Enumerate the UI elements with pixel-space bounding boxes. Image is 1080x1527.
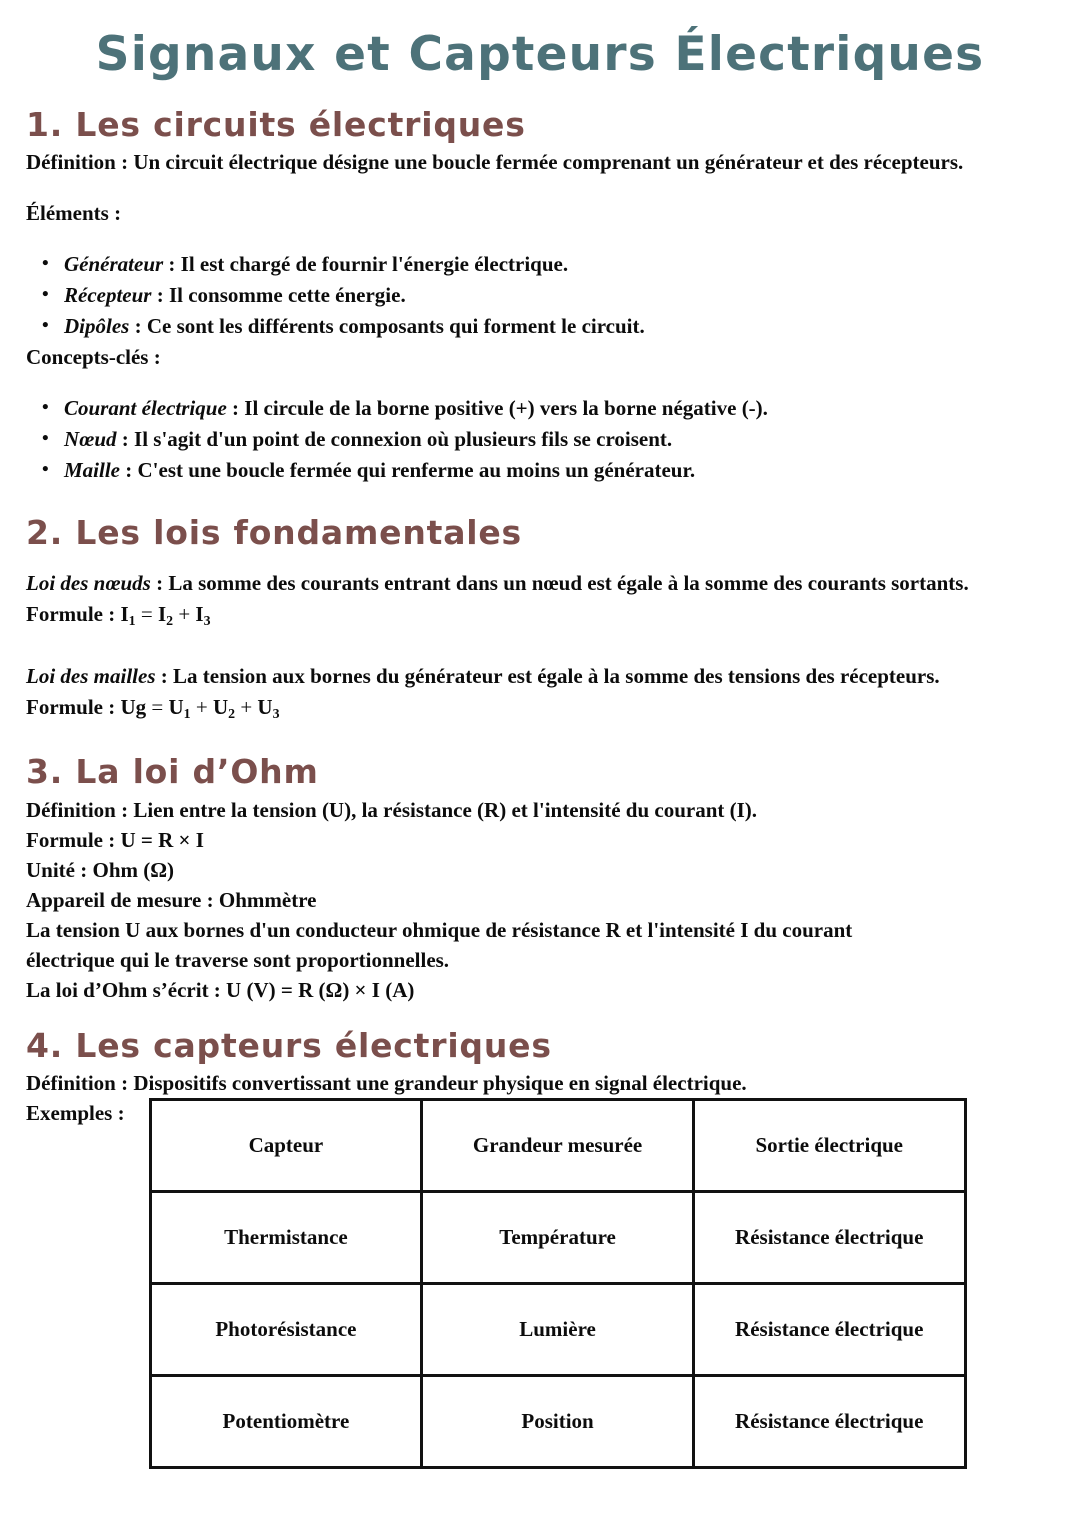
law-mailles-formula [0,692,1080,729]
examples-block [0,1098,1080,1469]
list-item-term: Nœud [64,427,117,452]
ohm-line-5: La tension U aux bornes d'un conducteur ohmique de résistance R et l'intensité I du courant [26,917,853,942]
list-item-sep: : [116,427,135,452]
ohm-line-1: Définition : Lien entre la tension (U), la résistance (R) et l'intensité du courant (I). [26,797,758,822]
section-heading-1: 1. Les circuits électriques [26,105,526,145]
list-item-text: Il est chargé de fournir l'énergie électrique. [180,252,569,277]
list-item [42,280,1056,311]
formula-label: Formule : [26,695,121,720]
table-cell-output: Résistance électrique [693,1283,965,1375]
section-heading-4: 4. Les capteurs électriques [26,1025,552,1065]
list-item-sep: : [129,314,147,339]
formula-label: Formule : [26,601,121,626]
table-row [150,1375,965,1467]
list-item-sep: : [163,252,181,277]
law-noeuds-term: Loi des nœuds [26,570,151,595]
list-item-sep: : [226,396,245,421]
formula-expression: $I_1 = I_2 + I_3$ [120,601,211,628]
table-cell-sensor: Potentiomètre [150,1375,422,1467]
law-noeuds-text: La somme des courants entrant dans un nœud est égale à la somme des courants sortants. [168,570,969,595]
examples-label: Exemples : [26,1100,125,1125]
table-cell-quantity: Température [422,1191,694,1283]
ohm-line-4: Appareil de mesure : Ohmmètre [26,887,317,912]
list-item [42,249,1056,280]
formula-expression: $Ug = U_1 + U_2 + U_3$ [120,695,280,722]
list-item-sep: : [120,458,138,483]
elements-list [0,249,1080,342]
spacer [0,635,1080,661]
list-item [42,455,1056,486]
law-mailles-statement [0,661,1080,692]
table-cell-quantity: Lumière [422,1283,694,1375]
table-cell-sensor: Photorésistance [150,1283,422,1375]
table-header-capteur: Capteur [150,1099,422,1191]
table-cell-output: Résistance électrique [693,1375,965,1467]
ohm-line-2: Formule : U = R × I [26,827,204,852]
table-header-sortie: Sortie électrique [693,1099,965,1191]
list-item-term: Dipôles [64,314,130,339]
ohm-line-3: Unité : Ohm (Ω) [26,857,175,882]
table-cell-output: Résistance électrique [693,1191,965,1283]
page-title: Signaux et Capteurs Électriques [95,27,985,82]
spacer [0,373,1080,393]
spacer [0,556,1080,568]
law-mailles-sep: : [155,664,173,689]
list-item [42,311,1056,342]
section1-definition: Définition : Un circuit électrique désigne une boucle fermée comprenant un générateur et des récepteurs. [26,150,964,175]
list-item-term: Courant électrique [64,396,227,421]
list-item-text: Il s'agit d'un point de connexion où plusieurs fils se croisent. [134,427,673,452]
table-row [150,1283,965,1375]
section4-definition: Définition : Dispositifs convertissant une grandeur physique en signal électrique. [26,1070,747,1095]
list-item-text: C'est une boucle fermée qui renferme au moins un générateur. [137,458,696,483]
list-item-term: Générateur [64,252,164,277]
list-item-sep: : [151,283,169,308]
list-item-text: Il circule de la borne positive (+) vers la borne négative (-). [244,396,768,421]
sensors-table [149,1098,967,1469]
list-item [42,393,1056,424]
section-heading-2: 2. Les lois fondamentales [26,513,523,553]
list-item-term: Récepteur [64,283,152,308]
law-mailles-text: La tension aux bornes du générateur est égale à la somme des tensions des récepteurs. [173,664,940,689]
spacer [0,178,1080,198]
table-header-row [150,1099,965,1191]
list-item-text: Il consomme cette énergie. [168,283,406,308]
ohm-line-7: La loi d’Ohm s’écrit : U (V) = R (Ω) × I (A) [26,977,415,1002]
ohm-line-6: électrique qui le traverse sont proportionnelles. [26,947,450,972]
list-item-text: Ce sont les différents composants qui forment le circuit. [146,314,645,339]
spacer [0,229,1080,249]
table-header-grandeur: Grandeur mesurée [422,1099,694,1191]
concepts-label: Concepts-clés : [26,345,161,370]
elements-label: Éléments : [26,201,122,226]
list-item [42,424,1056,455]
law-noeuds-formula [0,599,1080,636]
table-row [150,1191,965,1283]
law-noeuds-statement [0,568,1080,599]
list-item-term: Maille [64,458,120,483]
section-heading-3: 3. La loi d’Ohm [26,752,319,792]
law-mailles-term: Loi des mailles [26,664,156,689]
table-cell-sensor: Thermistance [150,1191,422,1283]
law-noeuds-sep: : [150,570,169,595]
concepts-list [0,393,1080,486]
table-cell-quantity: Position [422,1375,694,1467]
